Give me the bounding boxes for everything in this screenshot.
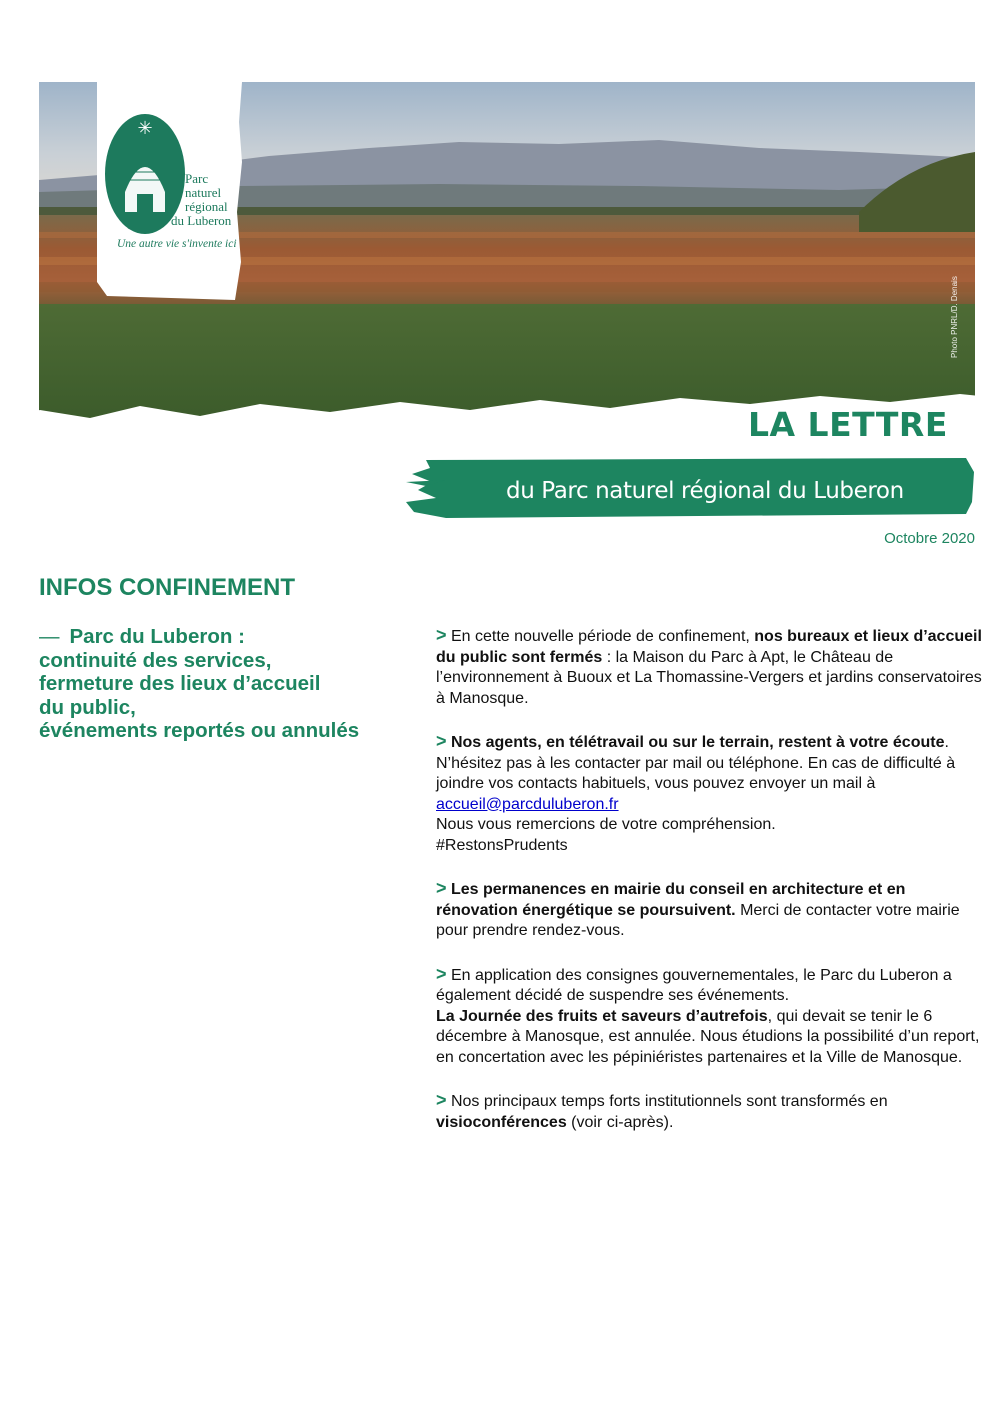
paragraph-bold: visioconférences (436, 1113, 567, 1131)
paragraph-events (436, 964, 991, 1069)
paragraph-text: , qui devait se tenir le 6 décembre à Manosque, est annulée. Nous étudions la possibilité d’un report, en concertation avec les pépiniéristes partenaires et la Ville de Manosque. (436, 1007, 980, 1066)
paragraph-text: En cette nouvelle période de confinement, (446, 628, 755, 645)
sidebar-heading-line (39, 625, 419, 649)
sidebar-heading-line: continuité des services, (39, 648, 272, 672)
paragraph-text: Merci de contacter votre mairie pour prendre rendez-vous. (436, 901, 960, 939)
paragraph-offices-closed (436, 625, 991, 709)
hashtag: #RestonsPrudents (436, 836, 568, 854)
logo-text-line: Parc (185, 171, 209, 186)
paragraph-bold: Les permanences en mairie du conseil en architecture et en rénovation énergétique se poursuivent. (436, 881, 906, 919)
email-link[interactable]: accueil@parcduluberon.fr (436, 795, 619, 813)
paragraph-agents (436, 731, 991, 856)
paragraph-text: : la Maison du Parc à Apt, le Château de l’environnement à Buoux et La Thomassine-Vergers et jardins conservatoires à Manosque. (436, 648, 982, 707)
arrow-icon: > (436, 1090, 447, 1110)
paragraph-text: Nos principaux temps forts institutionnels sont transformés en (446, 1093, 888, 1110)
paragraph-visio (436, 1090, 991, 1133)
arrow-icon: > (436, 878, 447, 898)
paragraph-permanences (436, 878, 991, 942)
paragraph-text: (voir ci-après). (566, 1113, 674, 1131)
svg-text:✳: ✳ (137, 118, 153, 139)
sidebar-heading-text: Parc du Luberon : (69, 625, 245, 648)
dash-mark: — (39, 625, 60, 648)
paragraph-bold: Nos agents, en télétravail ou sur le terrain, restent à votre écoute (446, 734, 945, 751)
arrow-icon: > (436, 625, 447, 645)
logo-text-line: du Luberon (171, 213, 232, 228)
paragraph-bold: nos bureaux et lieux d’accueil du public sont fermés (436, 628, 982, 666)
sidebar-heading-line: événements reportés ou annulés (39, 719, 360, 742)
newsletter-title: LA LETTRE (748, 405, 948, 444)
newsletter-subtitle: du Parc naturel régional du Luberon (506, 478, 904, 504)
arrow-icon: > (436, 731, 447, 751)
paragraph-text: En application des consignes gouvernementales, le Parc du Luberon a également décidé de suspendre ses événements. (436, 966, 952, 1004)
paragraph-bold: La Journée des fruits et saveurs d’autrefois (436, 1007, 768, 1025)
paragraph-text: . N’hésitez pas à les contacter par mail ou téléphone. En cas de difficulté à joindre vos contacts habituels, vous pouvez envoyer un mail à (436, 734, 956, 792)
logo-text-line: naturel (185, 185, 222, 200)
park-logo (97, 82, 242, 300)
paragraph-line: Nous vous remercions de votre compréhension. (436, 816, 776, 833)
main-content (436, 625, 991, 1155)
logo-tagline: Une autre vie s'invente ici (117, 238, 237, 250)
issue-date: Octobre 2020 (884, 530, 975, 547)
logo-text-line: régional (185, 199, 228, 214)
sidebar-heading (39, 625, 419, 743)
sidebar-heading-line: du public, (39, 695, 136, 719)
section-title: INFOS CONFINEMENT (39, 574, 295, 601)
sidebar-heading-line: fermeture des lieux d’accueil (39, 672, 321, 695)
arrow-icon: > (436, 963, 447, 984)
photo-credit: Photo PNRL/D. Denais (950, 276, 959, 358)
